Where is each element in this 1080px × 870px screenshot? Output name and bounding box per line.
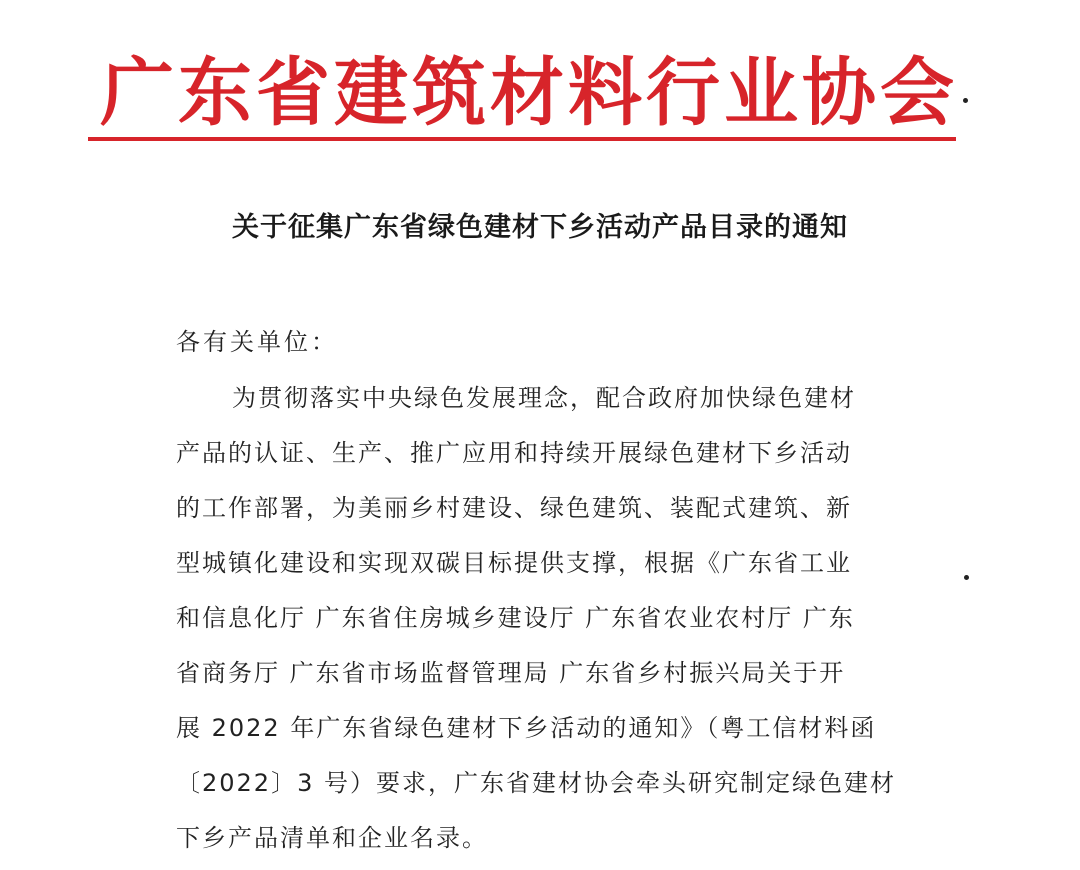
margin-dot bbox=[963, 98, 968, 103]
body-line: 〔2022〕3 号）要求，广东省建材协会牵头研究制定绿色建材 bbox=[176, 769, 896, 797]
body-line: 展 2022 年广东省绿色建材下乡活动的通知》（粤工信材料函 bbox=[176, 714, 877, 742]
notice-title: 关于征集广东省绿色建材下乡活动产品目录的通知 bbox=[232, 212, 848, 243]
letterhead-red-rule bbox=[88, 137, 956, 141]
body-line: 为贯彻落实中央绿色发展理念，配合政府加快绿色建材 bbox=[232, 384, 856, 412]
body-line: 产品的认证、生产、推广应用和持续开展绿色建材下乡活动 bbox=[176, 439, 852, 467]
notice-body bbox=[176, 378, 936, 870]
body-line: 省商务厅 广东省市场监督管理局 广东省乡村振兴局关于开 bbox=[176, 659, 846, 687]
body-line: 型城镇化建设和实现双碳目标提供支撑，根据《广东省工业 bbox=[176, 549, 852, 577]
body-line: 下乡产品清单和企业名录。 bbox=[176, 824, 488, 852]
margin-dot bbox=[964, 575, 969, 580]
salutation: 各有关单位： bbox=[176, 328, 338, 356]
letterhead-org-name: 广东省建筑材料行业协会 bbox=[100, 50, 958, 136]
body-line: 的工作部署，为美丽乡村建设、绿色建筑、装配式建筑、新 bbox=[176, 494, 852, 522]
body-line: 和信息化厅 广东省住房城乡建设厅 广东省农业农村厅 广东 bbox=[176, 604, 855, 632]
